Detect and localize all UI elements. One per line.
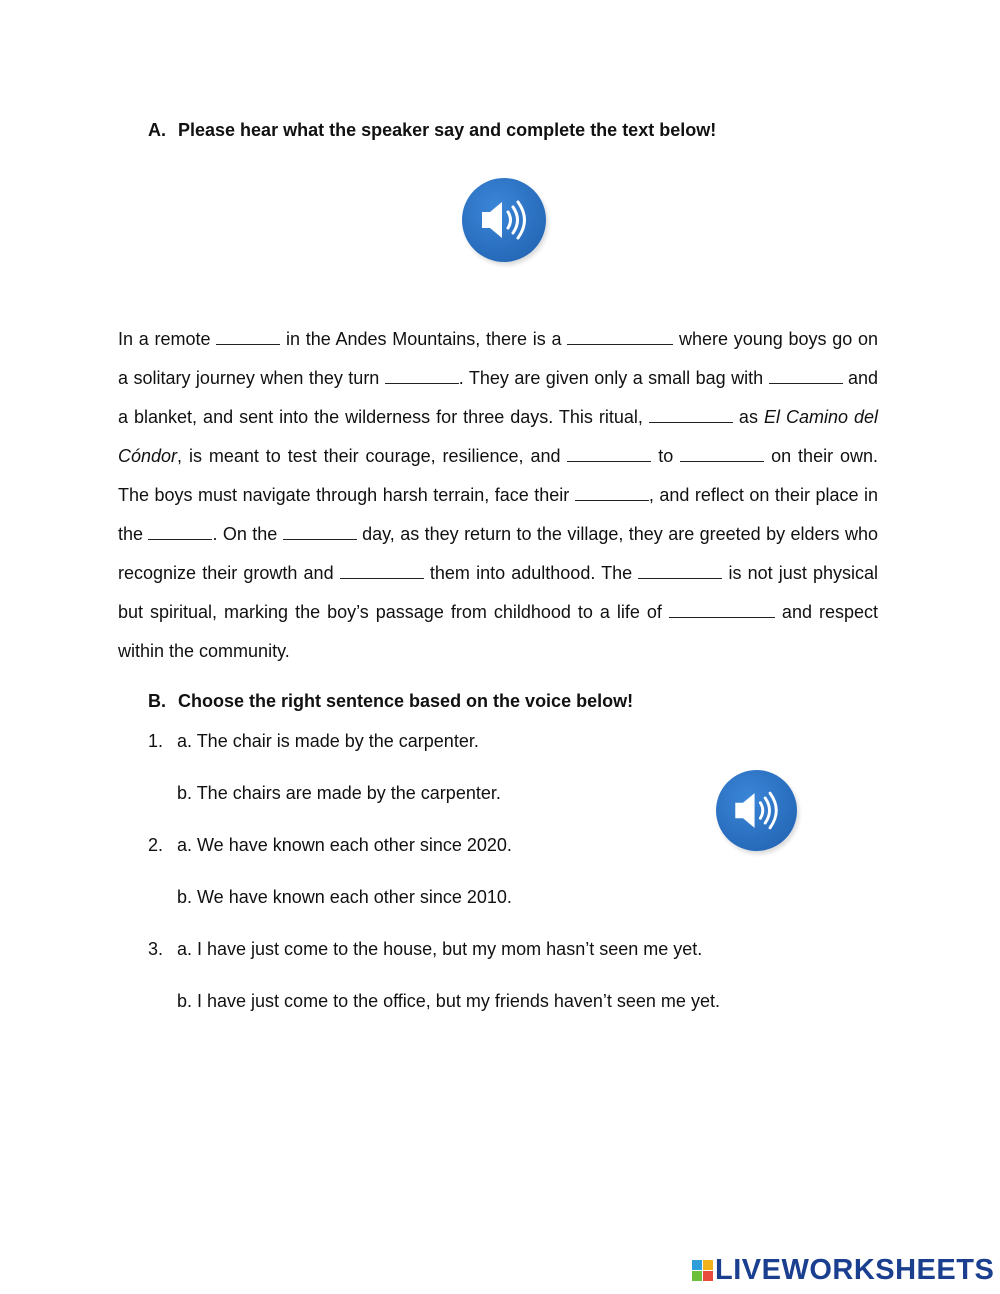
logo-tile — [692, 1271, 702, 1281]
passage-italic-term: El Camino del Cóndor — [118, 407, 879, 466]
passage-text: to — [651, 446, 681, 466]
section-a-title: Please hear what the speaker say and complete the text below! — [178, 120, 717, 140]
blank-input[interactable] — [148, 525, 212, 540]
blank-input[interactable] — [575, 486, 649, 501]
option-1a[interactable]: a. The chair is made by the carpenter. — [177, 731, 479, 751]
logo-tile — [692, 1260, 702, 1270]
option-2a[interactable]: a. We have known each other since 2020. — [177, 835, 512, 855]
section-b-title: Choose the right sentence based on the voice below! — [178, 691, 634, 711]
blank-input[interactable] — [216, 330, 280, 345]
passage-text: day, as they return to the village, they are greeted by elders who recognize their growth and — [118, 524, 878, 583]
option-2b[interactable]: b. We have known each other since 2010. — [177, 887, 512, 907]
blank-input[interactable] — [283, 525, 357, 540]
option-3a[interactable]: a. I have just come to the house, but my mom hasn’t seen me yet. — [177, 939, 703, 959]
audio-play-button-a[interactable] — [462, 178, 546, 262]
passage-text: them into adulthood. The — [423, 563, 639, 583]
option-1b[interactable]: b. The chairs are made by the carpenter. — [177, 783, 501, 803]
blank-input[interactable] — [567, 447, 651, 462]
logo-tiles-icon — [692, 1260, 713, 1281]
cloze-passage — [118, 320, 878, 671]
section-b-letter: B. — [148, 691, 166, 711]
blank-input[interactable] — [649, 408, 733, 423]
logo-tile — [703, 1271, 713, 1281]
section-a-heading — [148, 120, 716, 141]
blank-input[interactable] — [385, 369, 459, 384]
passage-text: , and reflect on their place in the — [118, 485, 878, 544]
blank-input[interactable] — [769, 369, 843, 384]
blank-input[interactable] — [340, 564, 424, 579]
logo-text: LIVEWORKSHEETS — [715, 1253, 995, 1286]
blank-input[interactable] — [638, 564, 722, 579]
blank-input[interactable] — [680, 447, 764, 462]
item-number: 3. — [148, 939, 164, 959]
passage-text: , is meant to test their courage, resilience, and — [177, 446, 568, 466]
passage-text: . They are given only a small bag with — [458, 368, 769, 388]
section-a-letter: A. — [148, 120, 166, 140]
passage-text: In a remote — [118, 329, 217, 349]
option-3b[interactable]: b. I have just come to the office, but my friends haven’t seen me yet. — [177, 991, 720, 1011]
passage-text: and respect within the community. — [118, 602, 878, 661]
passage-text: and a blanket, and sent into the wilderness for three days. This ritual, — [118, 368, 879, 427]
passage-text: . On the — [212, 524, 283, 544]
passage-text: on their own. The boys must navigate through harsh terrain, face their — [118, 446, 878, 505]
blank-input[interactable] — [567, 330, 673, 345]
blank-input[interactable] — [669, 603, 775, 618]
passage-text: where young boys go on a solitary journey when they turn — [118, 329, 879, 388]
audio-play-button-b[interactable] — [716, 770, 797, 851]
passage-text: is not just physical but spiritual, marking the boy’s passage from childhood to a life of — [118, 563, 879, 622]
item-number: 2. — [148, 835, 164, 855]
speaker-volume-icon — [462, 178, 546, 262]
item-number: 1. — [148, 731, 164, 751]
section-b-heading — [148, 691, 633, 712]
passage-text: in the Andes Mountains, there is a — [280, 329, 568, 349]
logo-tile — [703, 1260, 713, 1270]
passage-text: as — [732, 407, 764, 427]
speaker-volume-icon — [716, 770, 797, 851]
liveworksheets-logo — [692, 1253, 994, 1287]
